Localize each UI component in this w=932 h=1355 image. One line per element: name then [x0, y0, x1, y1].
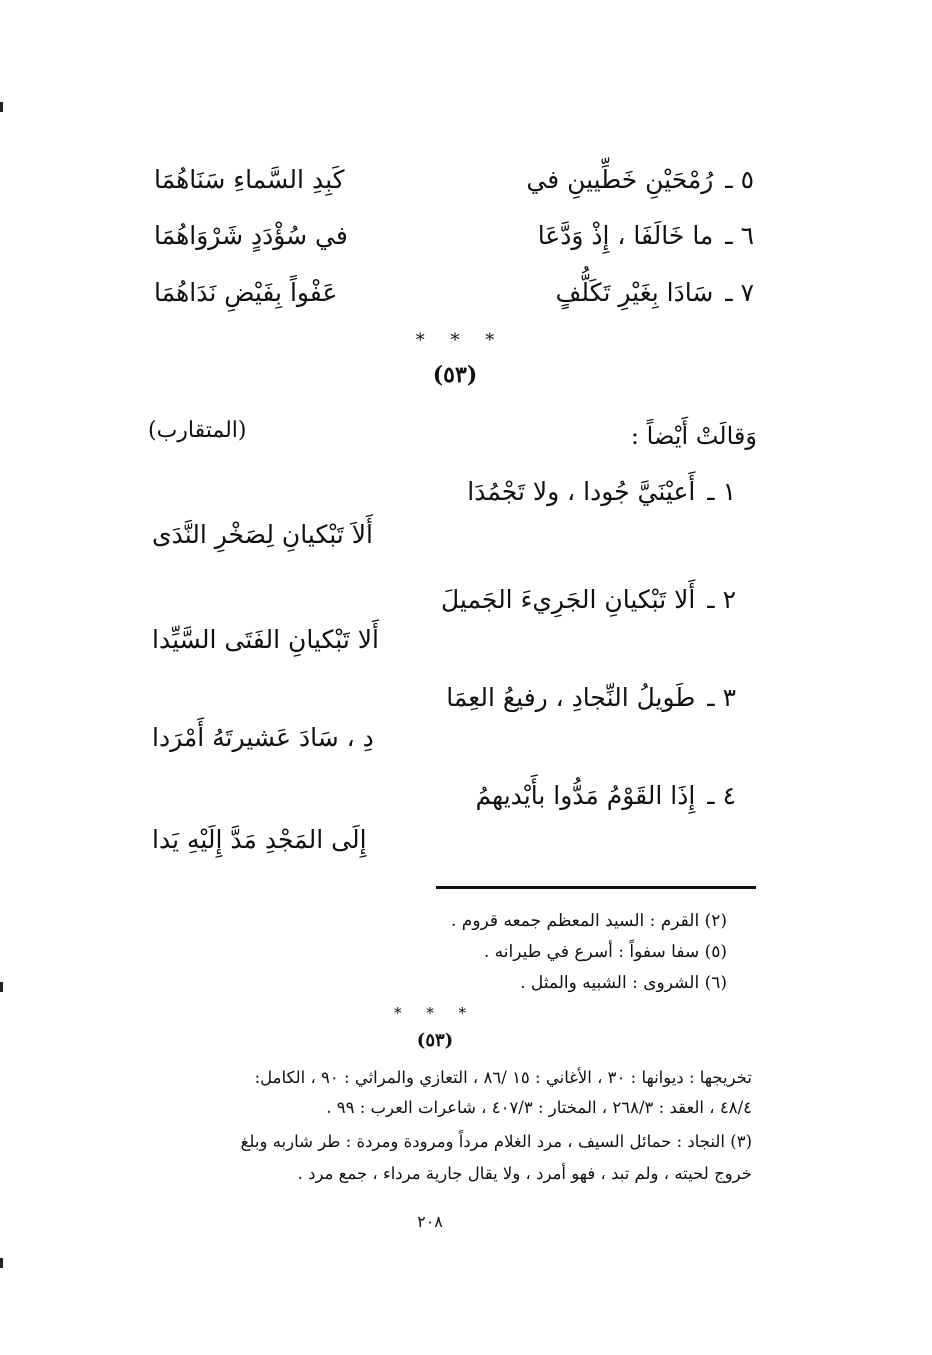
scan-edge-mark	[0, 982, 3, 992]
section-separator: * * *	[393, 1004, 477, 1022]
footnote: (٥) سفا سفواً : أسرع في طيرانه .	[483, 942, 727, 962]
verse-second-hemistich: عَفْواً بِفَيْضِ نَدَاهُمَا	[154, 278, 338, 307]
verse-first-hemistich: ما خَالَفَا ، إِذْ وَدَّعَا	[537, 221, 714, 250]
footnote: (٦) الشروى : الشبيه والمثل .	[520, 973, 727, 993]
verse-line	[154, 218, 754, 254]
page-number: ٢٠٨	[417, 1212, 443, 1231]
source-line: تخريجها : ديوانها : ٣٠ ، الأغاني : ١٥ /٨٦ ، التعازي والمراثي : ٩٠ ، الكامل:	[254, 1068, 752, 1087]
section-separator: * * *	[415, 330, 505, 351]
verse-first-line	[467, 474, 736, 510]
verse-first-hemistich: سَادَا بِغَيْرِ تَكَلُّفٍ	[555, 278, 714, 307]
verse-number: ١ ـ	[707, 477, 736, 506]
source-poem-number: (٥٣)	[416, 1030, 454, 1051]
verse-second-line	[152, 720, 374, 756]
verse-second-hemistich: كَبِدِ السَّماءِ سَنَاهُمَا	[154, 165, 345, 194]
verse-first-line	[441, 582, 736, 618]
verse-first-hemistich: رُمْحَيْنِ خَطِّيينِ في	[526, 165, 714, 194]
verse-second-line	[152, 517, 373, 553]
scan-edge-mark	[0, 102, 3, 112]
verse-number: ٢ ـ	[707, 585, 736, 614]
verse-second-hemistich: دِ ، سَادَ عَشيرتَهُ أَمْرَدا	[152, 723, 374, 752]
footnote: (٢) القرم : السيد المعظم جمعه قروم .	[451, 911, 727, 931]
verse-first-hemistich: إِذَا القَوْمُ مَدُّوا بأَيْديهمُ	[475, 781, 696, 810]
verse-second-hemistich: إِلَى المَجْدِ مَدَّ إِلَيْهِ يَدا	[152, 825, 367, 854]
verse-line	[154, 275, 754, 311]
verse-line	[154, 162, 754, 198]
verse-second-hemistich: أَلا تَبْكيانِ الفَتَى السَّيِّدا	[152, 625, 379, 654]
scan-edge-mark	[0, 1258, 3, 1268]
verse-first-hemistich: أَعيْنَيَّ جُودا ، ولا تَجْمُدَا	[467, 477, 696, 506]
verse-number: ٦ ـ	[725, 221, 754, 250]
verse-first-line	[476, 778, 736, 814]
verse-number: ٧ ـ	[725, 278, 754, 307]
source-line: (٣) النجاد : حمائل السيف ، مرد الغلام مرداً ومرودة ومردة : طر شاربه وبلغ	[240, 1132, 752, 1151]
verse-second-hemistich: في سُؤْدَدٍ شَرْوَاهُمَا	[154, 221, 348, 250]
footnote-divider	[436, 886, 756, 889]
verse-second-line	[152, 822, 367, 858]
poem-number: (٥٣)	[432, 362, 478, 388]
verse-number: ٣ ـ	[707, 683, 736, 712]
poem-meter: (المتقارب)	[148, 418, 247, 443]
verse-first-hemistich: طَويلُ النِّجادِ ، رفيعُ العِمَا	[446, 683, 696, 712]
source-line: ٤٨/٤ ، العقد : ٢٦٨/٣ ، المختار : ٤٠٧/٣ ، شاعرات العرب : ٩٩ .	[326, 1098, 752, 1117]
verse-second-line	[152, 622, 379, 658]
source-line: خروج لحيته ، ولم تبد ، فهو أمرد ، ولا يقال جارية مرداء ، جمع مرد .	[297, 1164, 752, 1183]
verse-second-hemistich: أَلاَ تَبْكيانِ لِصَخْرِ النَّدَى	[152, 520, 373, 549]
verse-first-line	[446, 680, 736, 716]
poem-intro: وَقالَتْ أَيْضاً :	[630, 422, 757, 450]
verse-number: ٤ ـ	[707, 781, 736, 810]
verse-first-hemistich: أَلا تَبْكيانِ الجَرِيءَ الجَميلَ	[441, 585, 696, 614]
verse-number: ٥ ـ	[725, 165, 754, 194]
